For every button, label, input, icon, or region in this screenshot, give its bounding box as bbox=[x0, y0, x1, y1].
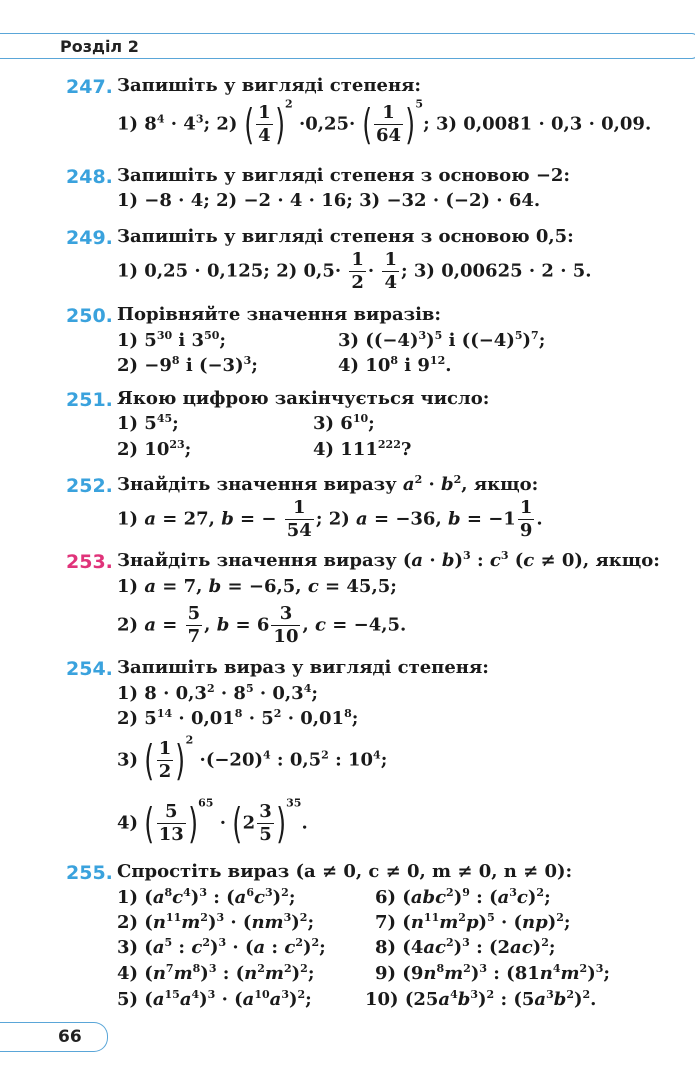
exercise-items: 3) ( $\frac{1}{2}$ )$^2 \cdot(-20)^4$ : $0,5^2$ : $10^4$; bbox=[117, 733, 388, 785]
exercise-items: 1) $(a^8c^4)^3$ : $(a^6c^3)^2$; bbox=[117, 886, 296, 908]
exercise-items: $2) -9^8$ і $(-3)^3$; bbox=[117, 354, 258, 376]
exercise-items: 5) $(a^{15}a^4)^3 \cdot (a^{10}a^3)^2$; bbox=[117, 988, 312, 1010]
exercise-items: 4) ( $\frac{5}{13}$ )$^{65}$ · (2 $\frac{3}{5}$ )$^{35}$. bbox=[117, 796, 308, 848]
page-header bbox=[0, 33, 695, 59]
exercise-title: Знайдіть значення виразу $a^2 \cdot b^2$, якщо: bbox=[117, 473, 539, 495]
exercise-number: 249. bbox=[66, 227, 113, 249]
exercise-items: 1) $8^4 \cdot 4^3$; 2) ( $\frac{1}{4}$ )$^2$ ·0,25· ( $\frac{1}{64}$ )$^5$; 3) 0,0081 · 0,3 · 0,09. bbox=[117, 97, 652, 149]
exercise-title: Якою цифрою закінчується число: bbox=[117, 388, 490, 409]
exercise-items: 2) $(n^{11}m^2)^3 \cdot (nm^3)^2$; bbox=[117, 911, 315, 933]
page-number: 66 bbox=[58, 1027, 82, 1047]
exercise-title: Знайдіть значення виразу $(a \cdot b)^3$ : $c^3$ (c ≠ 0), якщо: bbox=[117, 549, 660, 571]
exercise-items: 8) $(4ac^2)^3$ : $(2ac)^2$; bbox=[375, 936, 556, 958]
exercise-number: 254. bbox=[66, 658, 113, 680]
exercise-items: 1) $5^{45}$; bbox=[117, 412, 179, 434]
exercise-number: 252. bbox=[66, 475, 113, 497]
exercise-items: 2) a = $\frac{5}{7}$ , b = 6 $\frac{3}{10}$ , c = −4,5. bbox=[117, 603, 407, 647]
exercise-items: 4) $(n^7m^8)^3$ : $(n^2m^2)^2$; bbox=[117, 962, 315, 984]
exercise-items: 1) a = 27, b = − $\frac{1}{54}$ ; 2) a = −36, b = −1 $\frac{1}{9}$ . bbox=[117, 497, 543, 541]
exercise-items: 3) $((-4)^3)^5$ і $((-4)^5)^7$; bbox=[338, 329, 546, 351]
section-title: Розділ 2 bbox=[60, 37, 139, 56]
exercise-title: Запишіть вираз у вигляді степеня: bbox=[117, 657, 489, 678]
exercise-number: 255. bbox=[66, 862, 113, 884]
exercise-items: 7) $(n^{11}m^2p)^5 \cdot (np)^2$; bbox=[375, 911, 571, 933]
exercise-items: 1) a = 7, b = −6,5, c = 45,5; bbox=[117, 576, 397, 597]
exercise-title: Порівняйте значення виразів: bbox=[117, 304, 442, 325]
exercise-title: Запишіть у вигляді степеня: bbox=[117, 75, 422, 96]
exercise-number: 251. bbox=[66, 389, 113, 411]
exercise-items: 1) −8 · 4; 2) −2 · 4 · 16; 3) −32 · (−2) · 64. bbox=[117, 190, 541, 211]
exercise-number: 250. bbox=[66, 305, 113, 327]
exercise-items: 1) 0,25 · 0,125; 2) 0,5· $\frac{1}{2}$ · $\frac{1}{4}$ ; 3) 0,00625 · 2 · 5. bbox=[117, 249, 592, 293]
page-footer bbox=[0, 1022, 108, 1052]
exercise-items: 1) $8 \cdot 0,3^2 \cdot 8^5 \cdot 0,3^4$; bbox=[117, 682, 319, 704]
exercise-items: 2) $5^{14} \cdot 0,01^8 \cdot 5^2 \cdot 0,01^8$; bbox=[117, 707, 359, 729]
exercise-title: Спростіть вираз (a ≠ 0, c ≠ 0, m ≠ 0, n ≠ 0): bbox=[117, 861, 573, 882]
exercise-items: 9) $(9n^8m^2)^3$ : $(81n^4m^2)^3$; bbox=[375, 962, 611, 984]
exercise-title: Запишіть у вигляді степеня з основою 0,5: bbox=[117, 226, 574, 247]
exercise-items: 4) $111^{222}$? bbox=[313, 438, 412, 460]
exercise-title: Запишіть у вигляді степеня з основою −2: bbox=[117, 165, 571, 186]
exercise-items: 1) $5^{30}$ і $3^{50}$; bbox=[117, 329, 227, 351]
exercise-number: 248. bbox=[66, 166, 113, 188]
exercise-items: 10) $(25a^4b^3)^2$ : $(5a^3b^2)^2$. bbox=[365, 988, 597, 1010]
exercise-items: 3) $6^{10}$; bbox=[313, 412, 375, 434]
exercise-items: 2) $10^{23}$; bbox=[117, 438, 192, 460]
exercise-items: 4) $10^8$ і $9^{12}$. bbox=[338, 354, 452, 376]
exercise-number-advanced: 253. bbox=[66, 551, 113, 573]
exercise-number: 247. bbox=[66, 76, 113, 98]
exercise-items: 6) $(abc^2)^9$ : $(a^3c)^2$; bbox=[375, 886, 551, 908]
exercise-items: 3) ($a^5$ : $c^2)^3 \cdot (a$ : $c^2)^2$; bbox=[117, 936, 326, 958]
